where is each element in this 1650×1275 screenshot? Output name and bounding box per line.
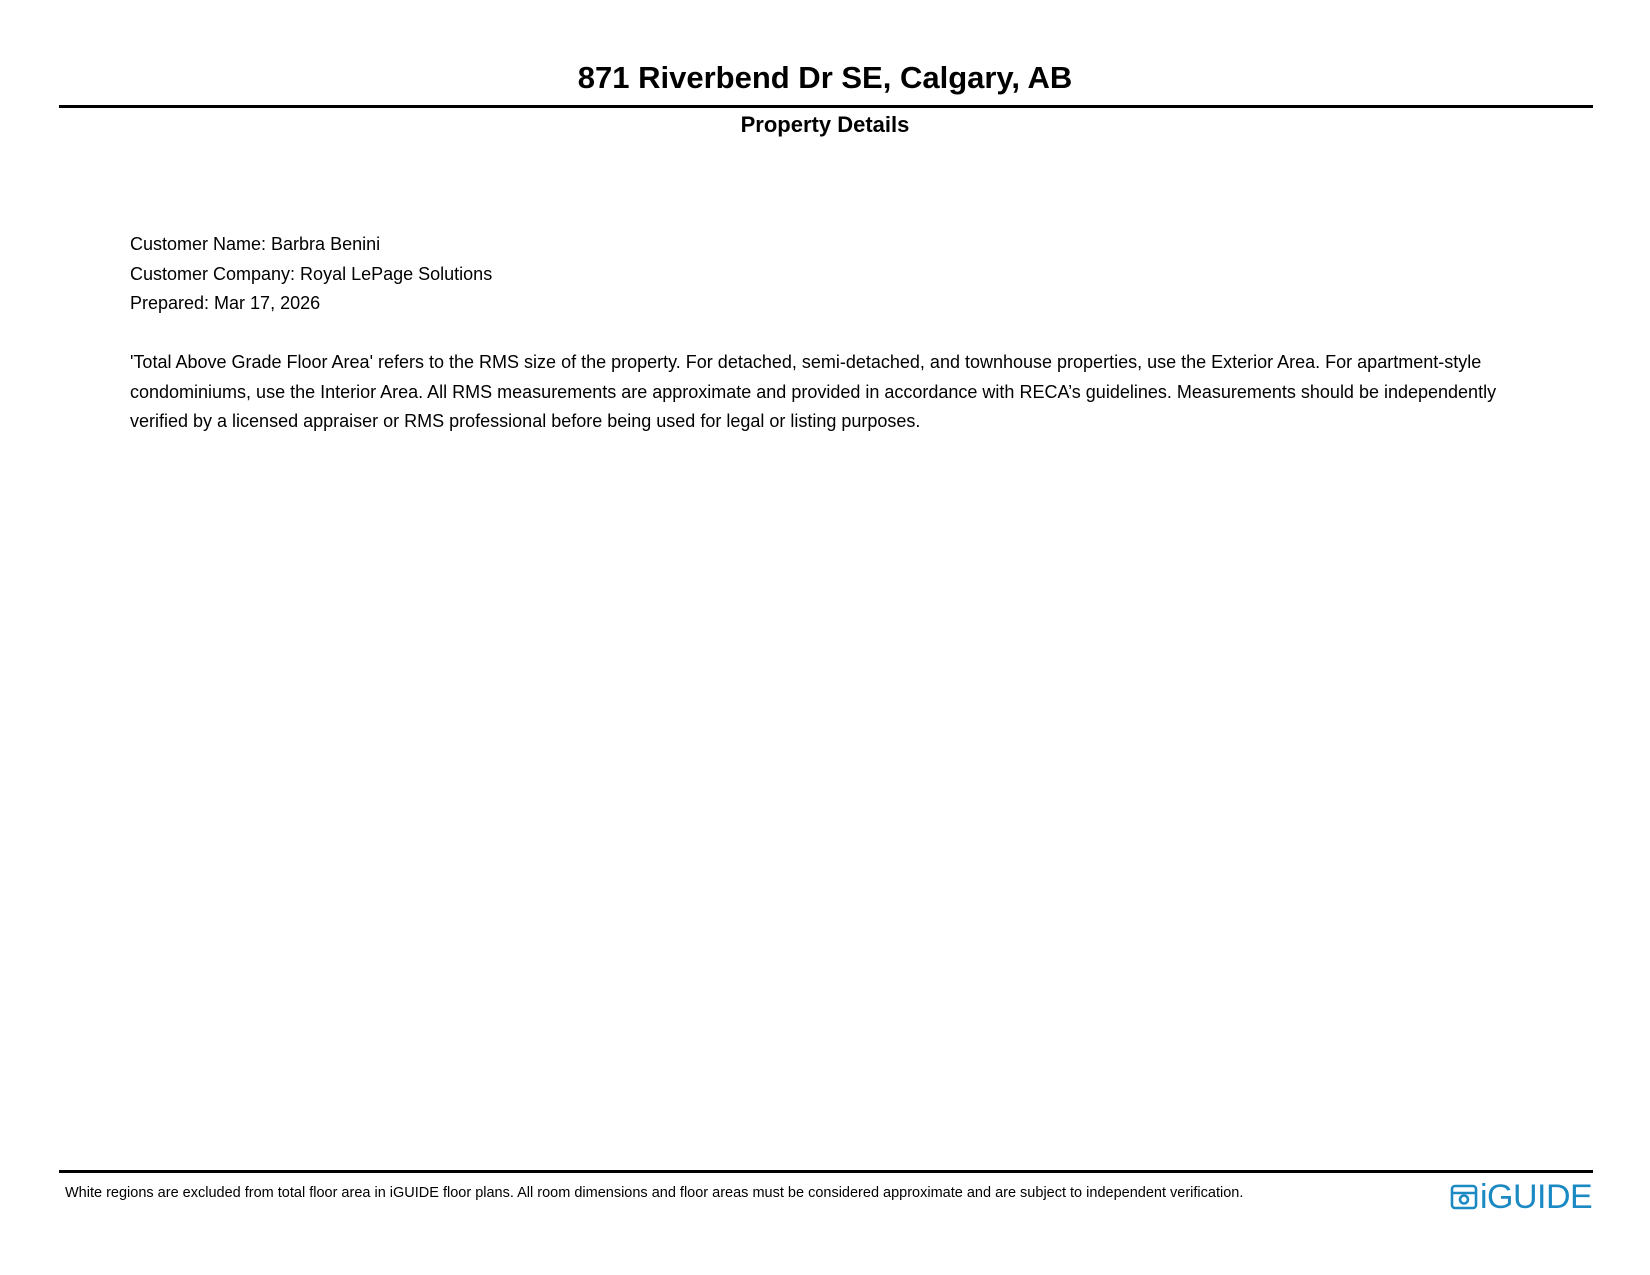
logo-wordmark: iGUIDE (1480, 1178, 1593, 1216)
section-title: Property Details (740, 112, 910, 137)
disclaimer-paragraph: 'Total Above Grade Floor Area' refers to the RMS size of the property. For detached, semi-detached, and townhouse properties, use the Exterior Area. For apartment-style condominiums, use the Interior Area. All RMS measurements are approximate and provided in accordance with RECA’s guidelines. Measurements should be independently verified by a licensed appraiser or RMS professional before being used for legal or listing purposes. (130, 352, 1497, 431)
customer-company: Customer Company: Royal LePage Solutions (130, 263, 493, 284)
footer-divider (59, 1170, 1593, 1173)
prepared-date: Prepared: Mar 17, 2026 (130, 293, 321, 313)
footer-note: White regions are excluded from total floor area in iGUIDE floor plans. All room dimensions and floor areas must be considered approximate and are subject to independent verification. (65, 1185, 1244, 1201)
customer-details (130, 230, 492, 319)
page-title: 871 Riverbend Dr SE, Calgary, AB (577, 60, 1073, 95)
camera-icon (1450, 1183, 1478, 1211)
header-divider (59, 105, 1593, 108)
iguide-logo (1450, 1178, 1592, 1216)
customer-name: Customer Name: Barbra Benini (130, 234, 381, 254)
